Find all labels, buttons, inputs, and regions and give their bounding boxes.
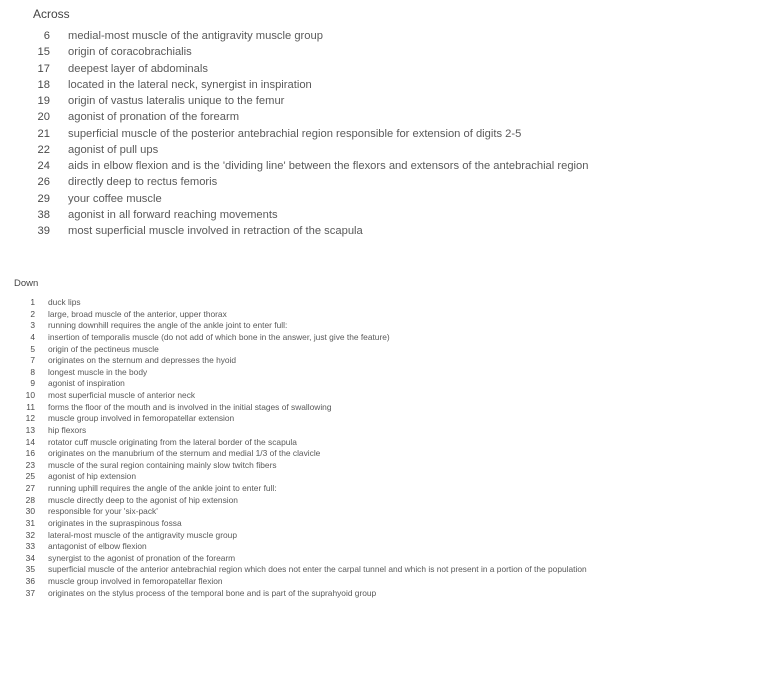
clue-text: agonist of inspiration [48,378,125,389]
clue-text: origin of coracobrachialis [68,46,192,59]
clue-number: 13 [25,424,35,435]
clue-number: 39 [37,225,50,237]
down-clue-item [0,378,782,390]
clue-number: 17 [37,62,50,75]
clue-number: 27 [25,483,35,493]
clue-number: 12 [25,413,35,424]
clue-number: 2 [30,308,35,319]
clue-number: 15 [37,46,50,59]
across-clue-item [0,77,782,93]
across-clue-item [0,126,782,142]
clue-number: 38 [37,208,50,221]
across-clue-item [0,142,782,158]
down-clue-item [0,460,782,472]
clue-number: 33 [25,541,35,552]
clue-text: antagonist of elbow flexion [48,541,147,552]
clue-text: superficial muscle of the posterior antebrachial region responsible for extension of digits 2-5 [68,127,522,140]
clue-text: duck lips [48,297,81,307]
clue-text: agonist of hip extension [48,471,136,482]
clue-text: running downhill requires the angle of the ankle joint to enter full: [48,320,288,331]
clue-number: 30 [25,506,35,517]
down-clue-list [0,297,782,599]
down-clue-item [0,483,782,495]
across-clue-item [0,207,782,223]
down-clue-item [0,332,782,344]
clue-number: 11 [26,401,35,412]
clue-text: agonist of pronation of the forearm [68,111,240,124]
clue-number: 16 [25,448,35,459]
clue-number: 37 [25,587,35,598]
clue-number: 31 [25,517,35,528]
clue-text: deepest layer of abdominals [68,62,208,75]
clue-text: originates on the stylus process of the temporal bone and is part of the suprahyoid group [48,587,377,598]
across-clue-item [0,93,782,109]
clue-number: 3 [30,320,35,331]
clue-text: muscle of the sural region containing mainly slow twitch fibers [48,459,277,470]
clue-text: rotator cuff muscle originating from the lateral border of the scapula [48,436,297,447]
down-clue-item [0,518,782,530]
clue-text: muscle group involved in femoropatellar flexion [48,576,223,586]
clue-number: 18 [37,78,50,91]
down-clue-item [0,297,782,309]
across-clue-item [0,223,782,239]
clue-number: 22 [37,143,50,156]
clue-text: muscle group involved in femoropatellar extension [48,413,235,424]
down-clue-item [0,320,782,332]
clue-number: 28 [25,494,35,505]
across-heading: Across [33,7,70,21]
clue-number: 36 [25,576,35,586]
clue-text: medial-most muscle of the antigravity muscle group [68,30,323,42]
clue-number: 19 [37,95,50,107]
clue-text: located in the lateral neck, synergist in inspiration [68,78,312,91]
down-heading: Down [14,278,39,289]
down-clue-item [0,425,782,437]
clue-text: forms the floor of the mouth and is involved in the initial stages of swallowing [48,401,332,412]
clue-text: origin of vastus lateralis unique to the femur [68,95,285,107]
clue-text: running uphill requires the angle of the ankle joint to enter full: [48,483,277,493]
down-clue-item [0,541,782,553]
down-clue-item [0,530,782,542]
clue-number: 23 [25,459,35,470]
clue-number: 5 [30,343,35,354]
clue-number: 26 [37,176,50,189]
clue-number: 29 [37,192,50,205]
clue-text: your coffee muscle [68,192,162,205]
across-clue-list [0,28,782,239]
down-clue-item [0,437,782,449]
clue-text: agonist in all forward reaching movements [68,208,278,221]
down-clue-item [0,344,782,356]
clue-text: responsible for your 'six-pack' [48,506,158,517]
clue-text: most superficial muscle of anterior neck [48,390,196,400]
clue-text: insertion of temporalis muscle (do not add of which bone in the answer, just give the feature) [48,331,390,342]
down-clue-item [0,471,782,483]
clue-number: 34 [25,552,35,563]
across-clue-item [0,44,782,60]
clue-text: superficial muscle of the anterior antebrachial region which does not enter the carpal tunnel and which is not present in a portion of the population [48,564,587,575]
across-clue-item [0,174,782,190]
clue-text: lateral-most muscle of the antigravity muscle group [48,529,237,540]
clue-number: 14 [25,436,35,447]
clue-text: most superficial muscle involved in retraction of the scapula [68,225,363,237]
clue-text: large, broad muscle of the anterior, upper thorax [48,308,227,319]
clue-number: 20 [37,111,50,124]
clue-text: origin of the pectineus muscle [48,343,159,354]
across-clue-item [0,191,782,207]
clue-number: 21 [37,127,50,140]
clue-text: directly deep to rectus femoris [68,176,218,189]
down-clue-item [0,367,782,379]
clue-text: synergist to the agonist of pronation of the forearm [48,552,236,563]
clue-text: muscle directly deep to the agonist of hip extension [48,494,238,505]
clue-text: agonist of pull ups [68,143,159,156]
clue-number: 8 [30,366,35,377]
across-clue-item [0,28,782,44]
down-clues-section [0,277,782,599]
clue-text: originates on the manubrium of the sternum and medial 1/3 of the clavicle [48,448,321,459]
down-clue-item [0,588,782,600]
clue-number: 9 [30,378,35,389]
clue-number: 35 [25,564,35,575]
down-clue-item [0,495,782,507]
down-clue-item [0,402,782,414]
clue-number: 7 [30,355,35,366]
clue-number: 32 [25,529,35,540]
clue-text: originates on the sternum and depresses the hyoid [48,355,237,366]
clue-text: aids in elbow flexion and is the 'dividing line' between the flexors and extensors of the antebrachial region [68,160,589,172]
clue-number: 1 [30,297,35,307]
clue-number: 6 [43,30,50,42]
down-clue-item [0,355,782,367]
clue-number: 4 [30,331,35,342]
clue-text: hip flexors [48,424,87,435]
down-clue-item [0,413,782,425]
clue-number: 10 [25,390,35,400]
across-clue-item [0,158,782,174]
across-clues-section [0,6,782,239]
clue-text: originates in the supraspinous fossa [48,517,182,528]
down-clue-item [0,576,782,588]
across-clue-item [0,61,782,77]
across-clue-item [0,109,782,125]
down-clue-item [0,448,782,460]
clue-text: longest muscle in the body [48,366,148,377]
clue-number: 24 [37,160,50,172]
down-clue-item [0,390,782,402]
down-clue-item [0,553,782,565]
down-clue-item [0,564,782,576]
down-clue-item [0,309,782,321]
down-clue-item [0,506,782,518]
clue-number: 25 [25,471,35,482]
